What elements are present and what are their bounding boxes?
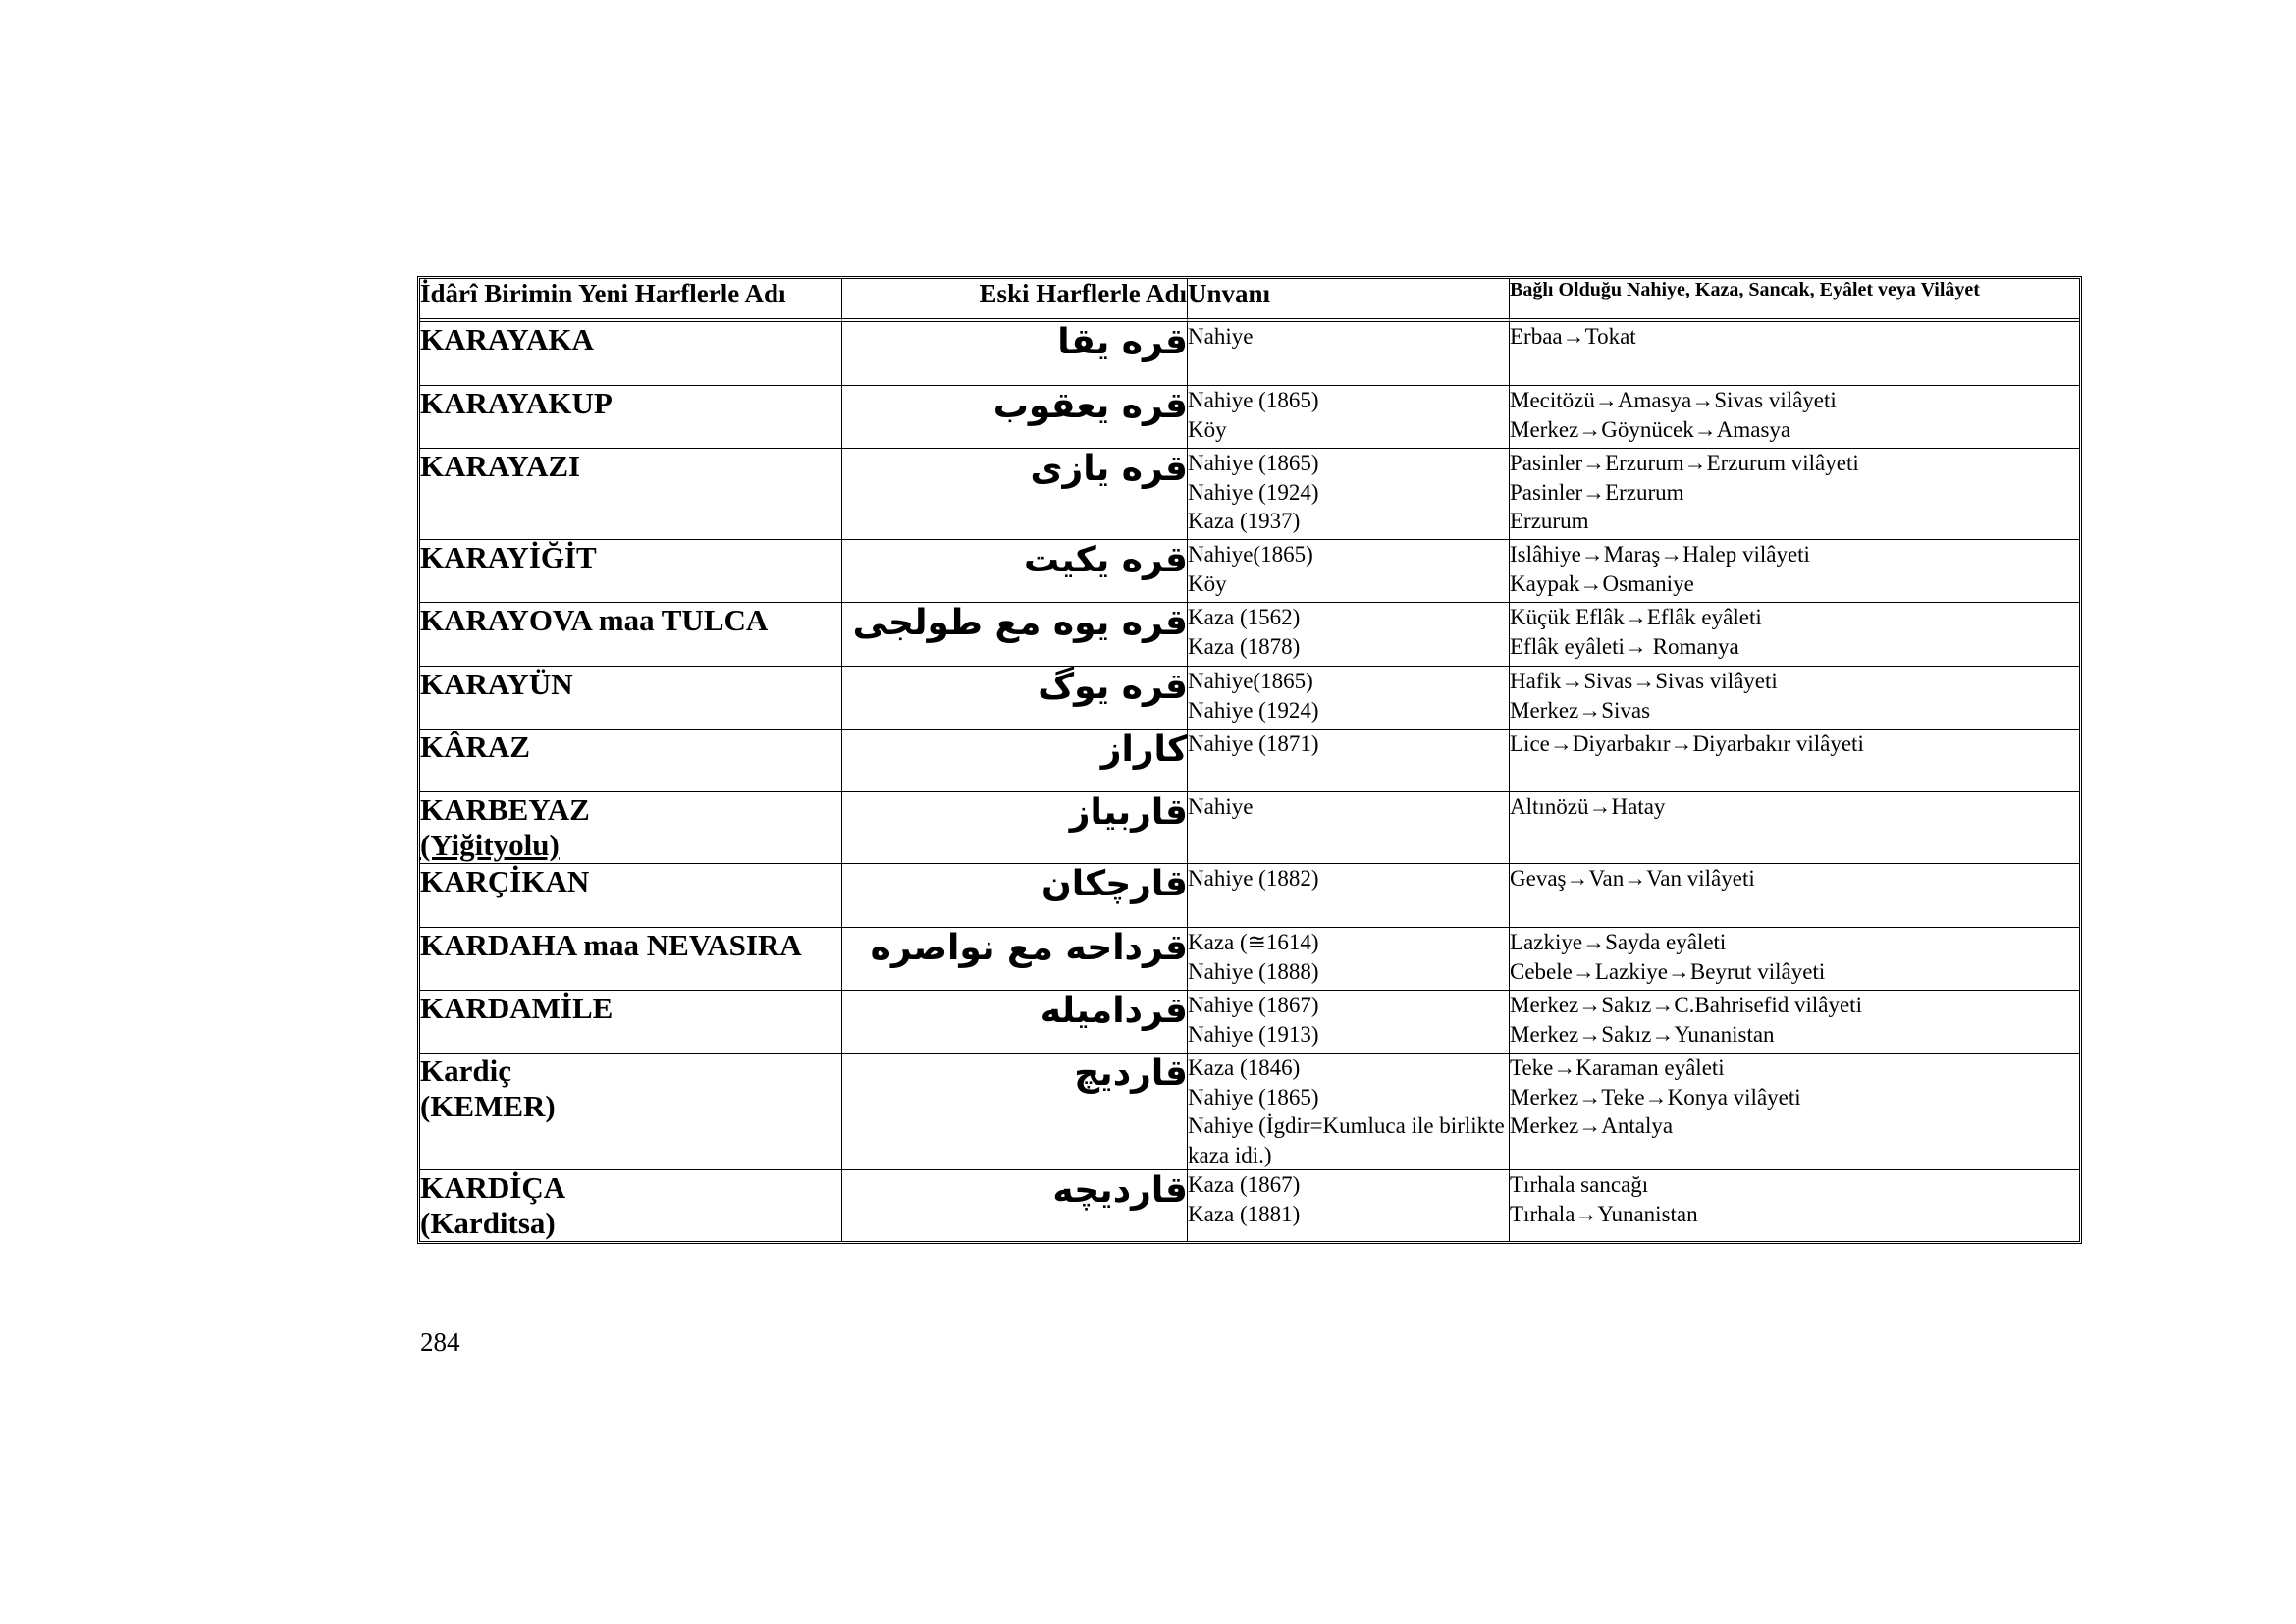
unit-title [1188, 322, 1510, 386]
unit-title [1188, 864, 1510, 928]
unit-new-name-line: (Karditsa) [420, 1206, 556, 1240]
unit-old-name: قره يكيت [842, 540, 1188, 603]
unit-title-line: Nahiye(1865) [1188, 542, 1313, 567]
unit-new-name [420, 792, 842, 864]
unit-new-name [420, 991, 842, 1054]
unit-new-name-line: KARAYÜN [420, 667, 573, 701]
table-row [420, 603, 2079, 667]
unit-old-name: قرداميله [842, 991, 1188, 1054]
unit-new-name-line: KARDAMİLE [420, 991, 614, 1025]
unit-new-name [420, 928, 842, 991]
unit-new-name-line: KARAYOVA maa TULCA [420, 603, 769, 637]
unit-affiliation-line: Erzurum [1510, 509, 1589, 533]
unit-new-name [420, 1170, 842, 1241]
unit-title-line: Nahiye (1865) [1188, 1084, 1319, 1110]
table-row [420, 864, 2079, 928]
unit-title-line: Kaza (1846) [1188, 1056, 1301, 1080]
unit-title-line: Kaza (1878) [1188, 633, 1301, 659]
table-row [420, 386, 2079, 449]
unit-affiliation-line: Hafik→Sivas→Sivas vilâyeti [1510, 669, 1778, 693]
table-row [420, 1054, 2079, 1170]
unit-affiliation-line: Tırhala→Yunanistan [1510, 1201, 1698, 1226]
unit-title-line: Kaza (1867) [1188, 1172, 1301, 1197]
administrative-units-table [417, 276, 2082, 1244]
unit-title [1188, 540, 1510, 603]
table-row [420, 667, 2079, 730]
unit-affiliation-line: Kaypak→Osmaniye [1510, 570, 1694, 596]
unit-old-name: قره يعقوب [842, 386, 1188, 449]
unit-new-name-line: Kardiç [420, 1054, 511, 1088]
unit-title [1188, 991, 1510, 1054]
unit-new-name-line: KARDİÇA [420, 1170, 566, 1205]
unit-new-name-line: (KEMER) [420, 1089, 556, 1123]
unit-title-line: Nahiye [1188, 794, 1254, 819]
unit-affiliation-line: Islâhiye→Maraş→Halep vilâyeti [1510, 542, 1810, 567]
unit-title [1188, 449, 1510, 540]
unit-new-name [420, 864, 842, 928]
unit-title [1188, 603, 1510, 667]
unit-affiliation [1510, 730, 2079, 792]
unit-title-line: Köy [1188, 570, 1227, 596]
unit-affiliation [1510, 667, 2079, 730]
table-row [420, 540, 2079, 603]
table-row [420, 449, 2079, 540]
unit-old-name: قرداحه مع نواصره [842, 928, 1188, 991]
unit-title-line: Nahiye (1924) [1188, 479, 1319, 505]
unit-old-name: قره يازى [842, 449, 1188, 540]
unit-affiliation-line: Merkez→Sakız→Yunanistan [1510, 1021, 1775, 1047]
unit-title-line: Kaza (≅1614) [1188, 930, 1319, 954]
unit-affiliation [1510, 540, 2079, 603]
unit-affiliation [1510, 1054, 2079, 1170]
unit-affiliation-line: Merkez→Göynücek→Amasya [1510, 416, 1791, 442]
unit-title [1188, 667, 1510, 730]
unit-new-name-line: KARÇİKAN [420, 864, 590, 898]
unit-new-name-line: KARDAHA maa NEVASIRA [420, 928, 802, 962]
unit-title-line: Kaza (1881) [1188, 1201, 1301, 1226]
unit-title [1188, 928, 1510, 991]
unit-affiliation-line: Gevaş→Van→Van vilâyeti [1510, 866, 1755, 891]
table-row [420, 1170, 2079, 1241]
unit-new-name-line: KARAYİĞİT [420, 540, 597, 574]
unit-title-line: Kaza (1562) [1188, 605, 1301, 629]
unit-new-name [420, 730, 842, 792]
table-row [420, 991, 2079, 1054]
unit-title [1188, 1054, 1510, 1170]
unit-new-name-line: (Yiğityolu) [420, 828, 560, 862]
unit-affiliation-line: Mecitözü→Amasya→Sivas vilâyeti [1510, 388, 1837, 412]
unit-affiliation-line: Merkez→Antalya [1510, 1113, 1674, 1138]
unit-affiliation [1510, 928, 2079, 991]
table-row [420, 928, 2079, 991]
table-row [420, 792, 2079, 864]
unit-old-name: قاربياز [842, 792, 1188, 864]
unit-new-name-line: KARAYAKA [420, 322, 594, 356]
unit-title-line: Nahiye [1188, 324, 1254, 349]
unit-new-name-line: KÂRAZ [420, 730, 530, 764]
unit-title [1188, 792, 1510, 864]
unit-new-name [420, 1054, 842, 1170]
unit-title-line: Nahiye (1882) [1188, 866, 1319, 891]
unit-affiliation-line: Lice→Diyarbakır→Diyarbakır vilâyeti [1510, 731, 1864, 756]
unit-new-name [420, 386, 842, 449]
unit-new-name-line: KARBEYAZ [420, 792, 590, 827]
unit-affiliation [1510, 386, 2079, 449]
unit-affiliation [1510, 792, 2079, 864]
unit-title-line: Nahiye (1867) [1188, 993, 1319, 1017]
table-row [420, 730, 2079, 792]
unit-affiliation [1510, 449, 2079, 540]
unit-affiliation-line: Pasinler→Erzurum [1510, 479, 1684, 505]
unit-old-name: كاراز [842, 730, 1188, 792]
unit-title-line: Nahiye (1865) [1188, 388, 1319, 412]
unit-affiliation [1510, 1170, 2079, 1241]
unit-affiliation-line: Cebele→Lazkiye→Beyrut vilâyeti [1510, 958, 1826, 984]
unit-title-line: Nahiye (1865) [1188, 451, 1319, 475]
unit-affiliation-line: Lazkiye→Sayda eyâleti [1510, 930, 1727, 954]
unit-affiliation [1510, 603, 2079, 667]
unit-new-name [420, 667, 842, 730]
unit-new-name [420, 540, 842, 603]
table-header-row [420, 279, 2079, 322]
header-affiliation: Bağlı Olduğu Nahiye, Kaza, Sancak, Eyâlet veya Vilâyet [1510, 279, 2079, 322]
header-new-name: İdârî Birimin Yeni Harflerle Adı [420, 279, 842, 322]
unit-title [1188, 730, 1510, 792]
unit-affiliation-line: Pasinler→Erzurum→Erzurum vilâyeti [1510, 451, 1859, 475]
unit-title [1188, 386, 1510, 449]
unit-affiliation-line: Merkez→Sivas [1510, 697, 1651, 723]
table-row [420, 322, 2079, 386]
unit-affiliation-line: Merkez→Sakız→C.Bahrisefid vilâyeti [1510, 993, 1862, 1017]
unit-title-line: Nahiye (1924) [1188, 697, 1319, 723]
unit-affiliation-line: Tırhala sancağı [1510, 1172, 1649, 1197]
unit-new-name [420, 603, 842, 667]
table-body [420, 322, 2079, 1241]
unit-new-name [420, 449, 842, 540]
header-old-name: Eski Harflerle Adı [842, 279, 1188, 322]
unit-affiliation-line: Teke→Karaman eyâleti [1510, 1056, 1725, 1080]
unit-title-line: Nahiye (1871) [1188, 731, 1319, 756]
unit-title-line: Kaza (1937) [1188, 509, 1301, 533]
unit-affiliation [1510, 864, 2079, 928]
page-number: 284 [420, 1327, 460, 1357]
unit-title-line: Nahiye (İgdir=Kumluca ile birlikte kaza idi.) [1188, 1113, 1505, 1167]
unit-title-line: Nahiye (1888) [1188, 958, 1319, 984]
unit-old-name: قارديچه [842, 1170, 1188, 1241]
unit-old-name: قارچكان [842, 864, 1188, 928]
unit-affiliation-line: Eflâk eyâleti→ Romanya [1510, 633, 1739, 659]
unit-affiliation-line: Erbaa→Tokat [1510, 324, 1636, 349]
unit-old-name: قارديچ [842, 1054, 1188, 1170]
unit-affiliation-line: Altınözü→Hatay [1510, 794, 1666, 819]
unit-title [1188, 1170, 1510, 1241]
unit-affiliation [1510, 322, 2079, 386]
header-title: Unvanı [1188, 279, 1510, 322]
unit-affiliation-line: Merkez→Teke→Konya vilâyeti [1510, 1084, 1801, 1110]
unit-title-line: Köy [1188, 416, 1227, 442]
unit-old-name: قره يوگ [842, 667, 1188, 730]
unit-affiliation [1510, 991, 2079, 1054]
unit-new-name-line: KARAYAKUP [420, 386, 613, 420]
unit-old-name: قره يوه مع طولجى [842, 603, 1188, 667]
unit-old-name: قره يقا [842, 322, 1188, 386]
unit-title-line: Nahiye (1913) [1188, 1021, 1319, 1047]
unit-title-line: Nahiye(1865) [1188, 669, 1313, 693]
unit-new-name-line: KARAYAZI [420, 449, 581, 483]
unit-affiliation-line: Küçük Eflâk→Eflâk eyâleti [1510, 605, 1762, 629]
unit-new-name [420, 322, 842, 386]
